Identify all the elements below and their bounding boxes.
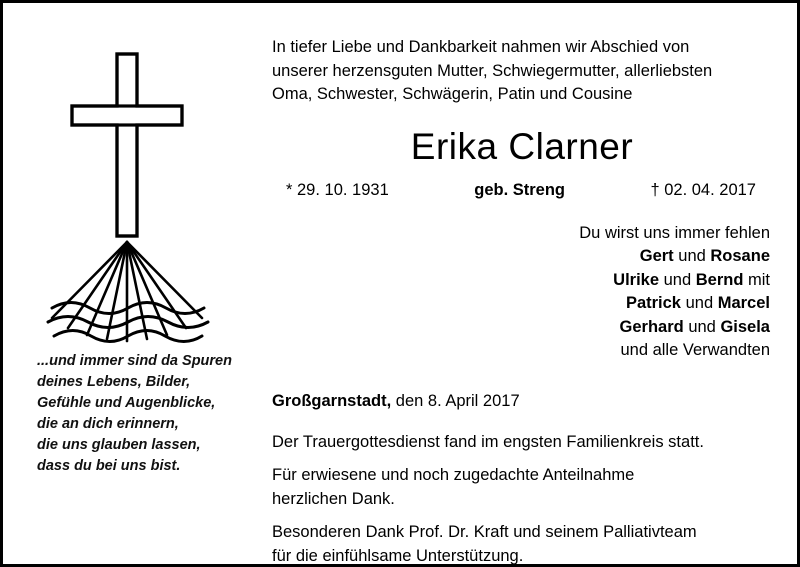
- spacer: [272, 454, 772, 464]
- mourner-conjunction: und: [678, 247, 706, 265]
- death-date: † 02. 04. 2017: [650, 180, 756, 199]
- place-name: Großgarnstadt,: [272, 391, 392, 410]
- mourner-second: Gisela: [720, 317, 770, 336]
- verse-line: die uns glauben lassen,: [37, 437, 201, 453]
- mourner-row: [272, 269, 770, 293]
- mourner-conjunction: und: [685, 294, 714, 312]
- birth-date: * 29. 10. 1931: [286, 180, 389, 199]
- place-and-date-line: [272, 390, 772, 413]
- cross-with-rays-and-water-icon: [34, 46, 244, 346]
- mourner-conjunction: und: [663, 270, 692, 289]
- verse-line: Gefühle und Augenblicke,: [37, 395, 216, 411]
- intro-line: unserer herzensguten Mutter, Schwiegermutter, allerliebsten: [272, 61, 713, 80]
- right-column: [272, 36, 772, 567]
- verse-line: die an dich erinnern,: [37, 416, 179, 432]
- closing-line: Besonderen Dank Prof. Dr. Kraft und seinem Palliativteam: [272, 523, 697, 541]
- closing-line: herzlichen Dank.: [272, 489, 395, 508]
- mourner-first: Gert: [639, 247, 674, 265]
- verse-line: dass du bei uns bist.: [37, 458, 181, 474]
- closing-line: Für erwiesene und noch zugedachte Anteilnahme: [272, 466, 635, 484]
- spacer: [272, 511, 772, 521]
- mourner-suffix: mit: [748, 270, 770, 289]
- mourner-row: [272, 292, 770, 316]
- mourner-first: Patrick: [625, 294, 681, 312]
- mourner-second: Rosane: [710, 247, 770, 265]
- mourner-first: Ulrike: [613, 270, 660, 289]
- mourner-second: Bernd: [695, 270, 744, 289]
- verse-line: deines Lebens, Bilder,: [37, 374, 191, 390]
- mourner-row: [272, 316, 770, 340]
- closing-line: für die einfühlsame Unterstützung.: [272, 546, 524, 565]
- left-column: [20, 18, 260, 548]
- mourners-block: [272, 222, 772, 363]
- mourner-row: [272, 245, 770, 269]
- deceased-name: Erika Clarner: [410, 125, 634, 167]
- mourning-lead: Du wirst uns immer fehlen: [579, 223, 770, 242]
- notice-date: den 8. April 2017: [395, 391, 520, 410]
- maiden-name: geb. Streng: [474, 180, 565, 199]
- life-dates-row: [272, 181, 772, 200]
- closing-line: Der Trauergottesdienst fand im engsten Familienkreis statt.: [272, 432, 704, 451]
- memorial-verse: [37, 351, 259, 477]
- mourner-second: Marcel: [717, 294, 770, 312]
- closing-text: [272, 431, 772, 567]
- intro-line: Oma, Schwester, Schwägerin, Patin und Cousine: [272, 85, 633, 103]
- verse-line: ...und immer sind da Spuren: [37, 353, 232, 369]
- mourner-first: Gerhard: [619, 317, 684, 336]
- mourners-closing: und alle Verwandten: [620, 341, 770, 359]
- mourner-conjunction: und: [688, 317, 716, 336]
- intro-text: [272, 36, 772, 107]
- intro-line: In tiefer Liebe und Dankbarkeit nahmen wir Abschied von: [272, 38, 690, 56]
